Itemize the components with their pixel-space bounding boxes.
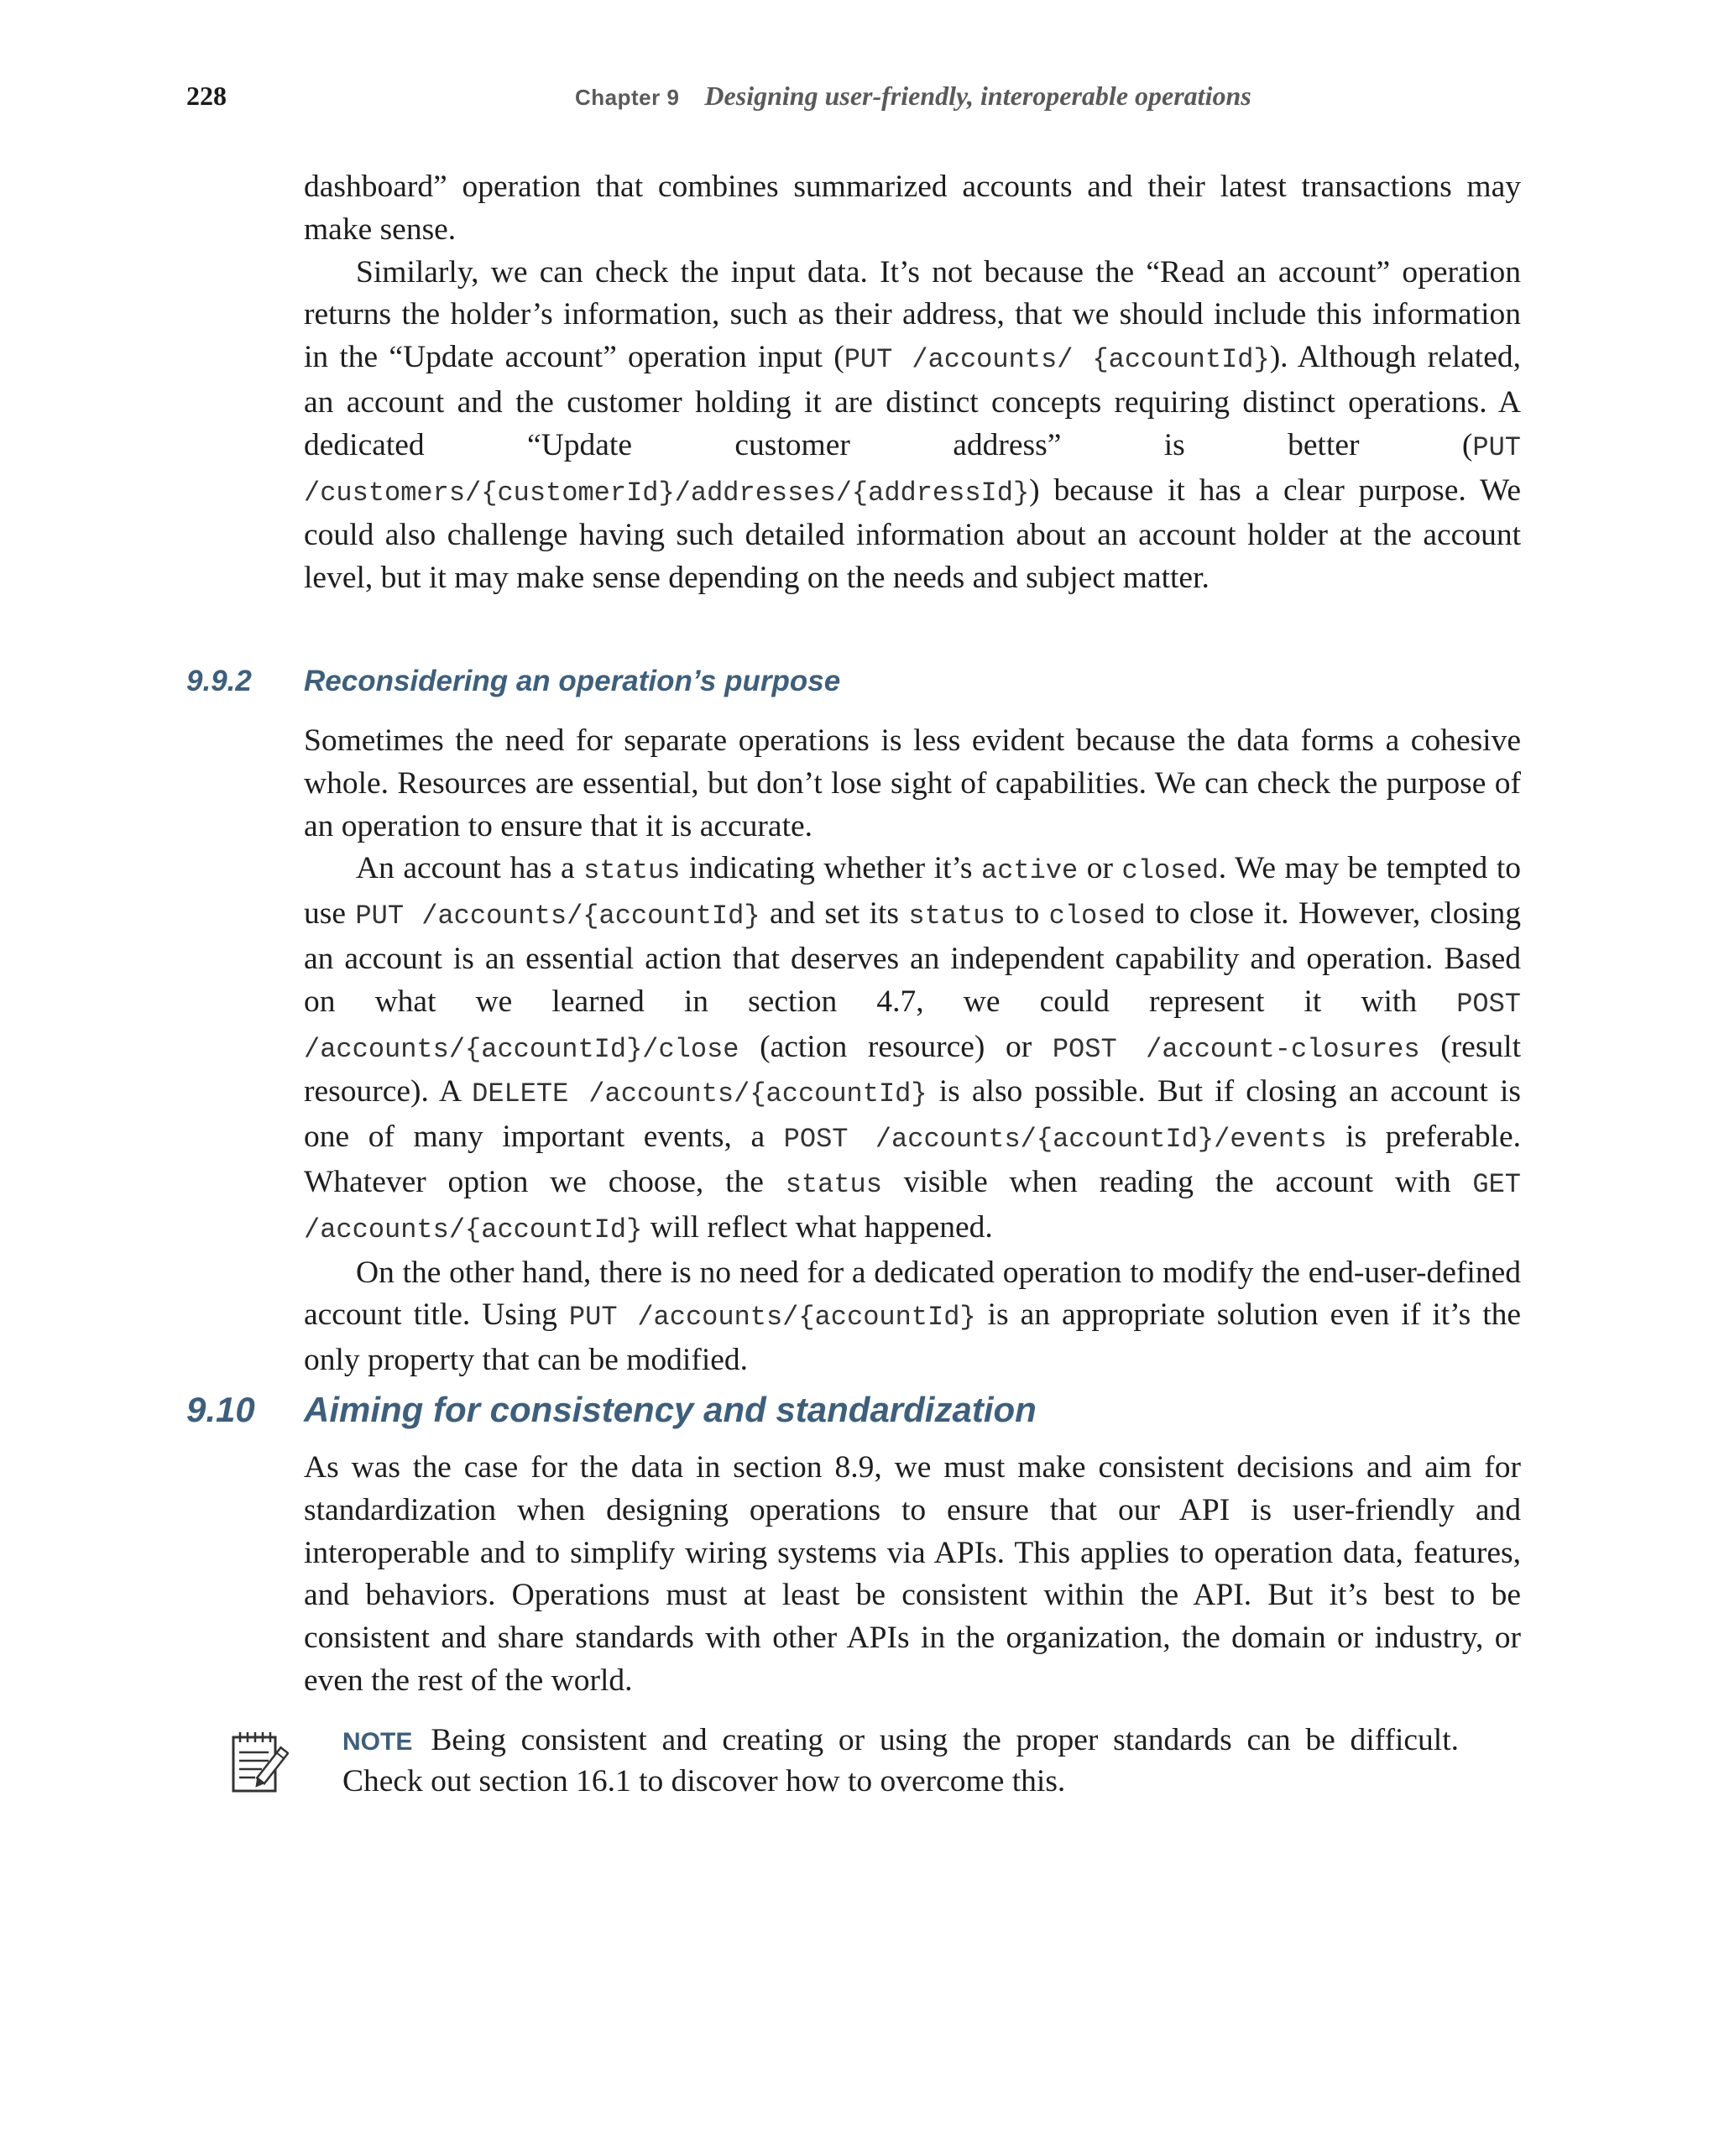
paragraph-separate-operations: Sometimes the need for separate operations is less evident because the data forms a cohesive whole. Resources are essential, but don’t lose sight of capabilities. We can check the purpose of an operation to ensure that it is accurate. — [304, 723, 1521, 843]
text-run: to close it. However, closing an account is an essential action that deserves an independent capability and operation. Based on what we learned in section 4.7, we could represent it with — [304, 896, 1521, 1019]
paragraph-continuation: dashboard” operation that combines summarized accounts and their latest transactions may make sense. — [304, 170, 1521, 247]
text-run: or — [1078, 851, 1122, 886]
code-put-accounts-id: PUT /accounts/{accountId} — [355, 901, 760, 932]
text-run: Similarly, we can check the input data. It’s not because the “Read an account” operation returns the holder’s information, such as their address, that we should include this information in the “Update account” operation input ( — [304, 254, 1521, 375]
paragraph-consistency: As was the case for the data in section 8.9, we must make consistent decisions and aim for standardization when designing operations to ensure that our API is user-friendly and interoperable and to simplify wiring systems via APIs. This applies to operation data, features, and behaviors. Operations must at least be consistent within the API. But it’s best to be consistent and share standards with other APIs in the organization, the domain or industry, or even the rest of the world. — [304, 1450, 1521, 1698]
text-run: ). Although related, an account and the customer holding it are distinct concepts requiring distinct operations. A dedicated “Update customer address” is better ( — [304, 340, 1521, 462]
note-label: NOTE — [342, 1728, 413, 1756]
paragraph-account-title — [304, 1252, 1521, 1382]
text-run: ) because it has a clear purpose. We could also challenge having such detailed information about an account holder at the account level, but it may make sense depending on the needs and subject matter. — [304, 472, 1521, 596]
page-number: 228 — [186, 81, 227, 111]
text-run: is an appropriate solution even if it’s the only property that can be modified. — [304, 1297, 1522, 1378]
code-delete-account: DELETE /accounts/{accountId} — [472, 1078, 927, 1110]
text-run: An account has a — [356, 851, 584, 886]
chapter-label: Chapter 9 — [575, 85, 680, 110]
text-run: . We may be tempted to use — [304, 851, 1521, 932]
text-run: On the other hand, there is no need for a dedicated operation to modify the end-user-defined account title. Using — [304, 1255, 1521, 1333]
code-active: active — [981, 855, 1079, 887]
note-callout — [342, 1720, 1459, 1801]
code-put-accounts-id: PUT /accounts/{accountId} — [568, 1302, 976, 1334]
code-status: status — [908, 901, 1006, 932]
note-pencil-icon — [230, 1729, 289, 1796]
code-status: status — [583, 855, 681, 887]
text-run: visible when reading the account with — [881, 1164, 1473, 1199]
code-status: status — [785, 1168, 882, 1200]
text-run: (result resource). A — [304, 1029, 1522, 1109]
continued-text-block — [304, 166, 1521, 600]
text-run: to — [1005, 896, 1049, 932]
chapter-title: Designing user-friendly, interoperable operations — [704, 81, 1251, 111]
code-put-customer-address: PUT /customers/{customerId}/addresses/{addressId} — [304, 431, 1521, 509]
section-number-9-9-2: 9.9.2 — [186, 665, 252, 697]
section-title-9-9-2: Reconsidering an operation’s purpose — [304, 665, 841, 697]
section-number-9-10: 9.10 — [186, 1390, 255, 1429]
text-run: is preferable. Whatever option we choose, the — [304, 1120, 1522, 1199]
code-closed: closed — [1121, 855, 1219, 887]
code-post-events: POST /accounts/{accountId}/events — [783, 1124, 1327, 1156]
section-title-9-10: Aiming for consistency and standardization — [304, 1390, 1037, 1429]
note-text: Being consistent and creating or using the proper standards can be difficult. Check out section 16.1 to discover how to overcome this. — [342, 1723, 1459, 1798]
running-header — [575, 81, 1251, 112]
code-post-close: POST /accounts/{accountId}/close — [304, 988, 1521, 1065]
code-put-accounts: PUT /accounts/ {accountId} — [844, 344, 1270, 376]
text-run: (action resource) or — [739, 1029, 1053, 1064]
text-run: and set its — [760, 896, 909, 932]
code-get-account: GET /accounts/{accountId} — [304, 1168, 1521, 1245]
text-run: indicating whether it’s — [680, 851, 982, 886]
section-9-9-2-body — [304, 720, 1521, 1382]
paragraph-account-status — [304, 848, 1521, 1251]
section-9-10-body — [304, 1447, 1521, 1703]
paragraph-input-data — [304, 252, 1521, 600]
code-post-account-closures: POST /account-closures — [1052, 1033, 1420, 1065]
text-run: is also possible. But if closing an account is one of many important events, a — [304, 1074, 1522, 1155]
text-run: will reflect what happened. — [642, 1209, 993, 1245]
code-closed: closed — [1048, 901, 1146, 932]
